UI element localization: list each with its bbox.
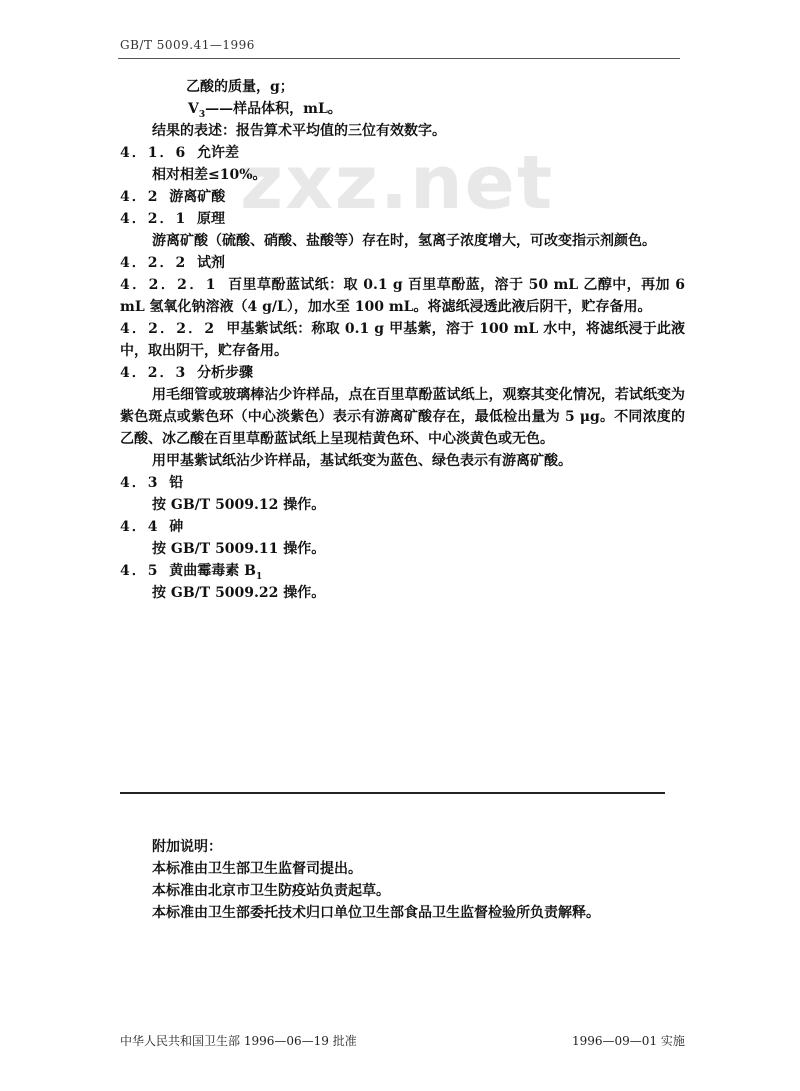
section-number: 4．2 — [120, 189, 160, 205]
section-title: 黄曲霉毒素 B — [169, 563, 256, 579]
notes-title: 附加说明： — [152, 839, 222, 855]
section-title: 游离矿酸 — [169, 189, 226, 205]
header-divider — [118, 58, 680, 59]
var-subscript: 3 — [198, 109, 206, 120]
section-4-2-2-2 — [120, 318, 685, 362]
var-description: ——样品体积，mL。 — [205, 101, 342, 117]
section-4-2-3-heading — [120, 362, 685, 384]
var-symbol: V — [188, 101, 199, 117]
section-4-5-heading — [120, 560, 685, 582]
section-4-3-heading — [120, 472, 685, 494]
section-number: 4．2．2．2 — [120, 321, 217, 337]
section-body: 甲基紫试纸：称取 0.1 g 甲基紫，溶于 100 mL 水中，将滤纸浸于此液中，取出阴干，贮存备用。 — [120, 321, 686, 359]
section-number: 4．5 — [120, 563, 160, 579]
standard-code-header: GB/T 5009.41—1996 — [120, 38, 255, 52]
section-4-1-6-heading — [120, 142, 685, 164]
additional-notes — [152, 836, 600, 924]
approval-date: 中华人民共和国卫生部 1996—06—19 批准 — [120, 1034, 357, 1048]
section-title: 原理 — [196, 211, 225, 227]
section-4-2-1-body: 游离矿酸（硫酸、硝酸、盐酸等）存在时，氢离子浓度增大，可改变指示剂颜色。 — [152, 233, 656, 249]
formula-var-mass: 乙酸的质量，g； — [186, 79, 294, 95]
section-4-2-2-1 — [120, 274, 685, 318]
result-expression: 结果的表述：报告算术平均值的三位有效数字。 — [152, 123, 446, 139]
note-item: 本标准由北京市卫生防疫站负责起草。 — [152, 883, 390, 899]
section-4-3-body: 按 GB/T 5009.12 操作。 — [152, 497, 326, 513]
section-number: 4．4 — [120, 519, 160, 535]
notes-divider — [120, 792, 665, 794]
section-number: 4．2．2 — [120, 255, 188, 271]
section-title: 砷 — [169, 519, 184, 535]
section-number: 4．1．6 — [120, 145, 188, 161]
formula-var-volume — [120, 98, 685, 120]
section-4-2-1-heading — [120, 208, 685, 230]
section-number: 4．2．2．1 — [120, 277, 218, 293]
section-title: 铅 — [169, 475, 184, 491]
note-item: 本标准由卫生部卫生监督司提出。 — [152, 861, 362, 877]
section-4-2-2-heading — [120, 252, 685, 274]
title-subscript: 1 — [255, 571, 263, 582]
section-title: 试剂 — [196, 255, 225, 271]
section-4-1-6-body: 相对相差≤10%。 — [152, 167, 267, 183]
section-number: 4．2．1 — [120, 211, 188, 227]
effective-date: 1996—09—01 实施 — [572, 1034, 685, 1048]
section-title: 分析步骤 — [196, 365, 253, 381]
section-4-2-3-paragraph-2: 用甲基紫试纸沾少许样品，基试纸变为蓝色、绿色表示有游离矿酸。 — [152, 453, 572, 469]
site-watermark: zxz.net — [240, 140, 555, 226]
section-number: 4．3 — [120, 475, 160, 491]
section-4-4-body: 按 GB/T 5009.11 操作。 — [152, 541, 326, 557]
section-4-2-heading — [120, 186, 685, 208]
section-4-5-body: 按 GB/T 5009.22 操作。 — [152, 585, 326, 601]
section-number: 4．2．3 — [120, 365, 188, 381]
section-title: 允许差 — [196, 145, 239, 161]
section-body: 百里草酚蓝试纸：取 0.1 g 百里草酚蓝，溶于 50 mL 乙醇中，再加 6 mL 氢氧化钠溶液（4 g/L），加水至 100 mL。将滤纸浸透此液后阴干，贮存备用。 — [120, 277, 685, 315]
section-4-4-heading — [120, 516, 685, 538]
section-4-2-3-paragraph-1: 用毛细管或玻璃棒沾少许样品，点在百里草酚蓝试纸上，观察其变化情况，若试纸变为紫色斑点或紫色环（中心淡紫色）表示有游离矿酸存在，最低检出量为 5 μg。不同浓度的乙酸、冰乙酸在百里草酚蓝试纸上呈现桔黄色环、中心淡黄色或无色。 — [120, 387, 685, 447]
document-body — [120, 76, 685, 604]
note-item: 本标准由卫生部委托技术归口单位卫生部食品卫生监督检验所负责解释。 — [152, 905, 600, 921]
